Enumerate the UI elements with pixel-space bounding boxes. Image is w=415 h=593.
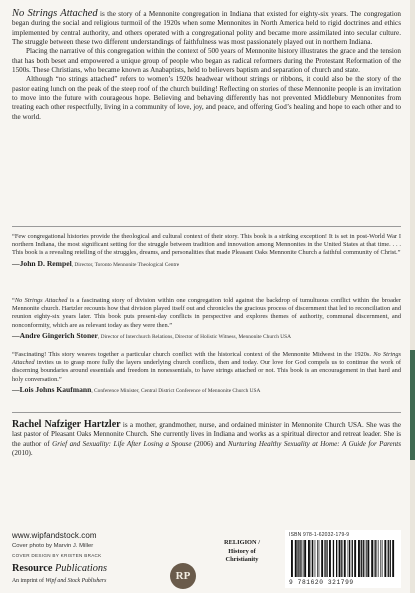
publisher-name-italic: Publications	[52, 563, 108, 574]
barcode-bar	[303, 540, 304, 577]
quote-mark: “	[12, 297, 15, 304]
endorser-name: —Andre Gingerich Stoner	[12, 330, 98, 340]
barcode-bar	[319, 540, 320, 577]
barcode-bar	[308, 540, 310, 577]
section-divider	[12, 226, 401, 227]
barcode-bar	[344, 540, 346, 577]
barcode-bar	[317, 540, 318, 577]
book-description	[12, 9, 401, 122]
description-paragraph-3: Although “no strings attached” refers to women’s 1920s headwear without strings or ribbons, it could also be the story of the pastor eating lunch on the peak of the steep roof of the church building! Reflecting on stories of these Mennonite people is an invitation to move into the future with courageous hope. Believing and behaving differently has not prevented Middlebury Mennonites from treating each other respectfully, living in a community of love, joy, and peace, and offering God’s healing and hope to each other and to the world.	[12, 75, 401, 121]
barcode-bar	[390, 540, 391, 577]
barcode-bar	[380, 540, 381, 577]
endorsement-quote	[12, 297, 401, 330]
endorser-affiliation: , Conference Minister, Central District Conference of Mennonite Church USA	[91, 387, 261, 394]
barcode-bar	[354, 540, 356, 577]
publisher-url[interactable]: www.wipfandstock.com	[12, 531, 97, 540]
barcode-graphic	[289, 540, 397, 578]
barcode-bar	[349, 540, 350, 577]
barcode-bar	[329, 540, 331, 577]
author-name: Rachel Nafziger Hartzler	[12, 419, 121, 430]
barcode-bar	[336, 540, 337, 577]
book-title-ref: Nurturing Healthy Sexuality at Home: A Guide for Parents	[228, 439, 401, 448]
description-paragraph-2: Placing the narrative of this congregation within the context of 500 years of Mennonite history illustrates the grace and the tension that has both beset and empowered a unique group of people who began as radical reformers during the Protestant Reformation of the 1500s. These Christians, who became known as Anabaptists, held to believers baptism and separation of church and state.	[12, 47, 401, 75]
barcode-bar	[321, 540, 323, 577]
barcode-bar	[291, 540, 293, 577]
barcode-bar	[312, 540, 313, 577]
barcode-bar	[367, 540, 369, 577]
barcode-bar	[388, 540, 389, 577]
barcode-bar	[324, 540, 325, 577]
imprint-line	[12, 578, 106, 584]
publisher-name-bold: Resource	[12, 563, 53, 574]
barcode-bar	[341, 540, 342, 577]
endorsement-attribution	[12, 332, 401, 341]
author-bio	[12, 420, 401, 458]
barcode-bar	[315, 540, 316, 577]
barcode-bar	[384, 540, 386, 577]
spine-edge	[410, 0, 415, 593]
barcode-area	[285, 530, 401, 588]
section-divider	[12, 412, 401, 413]
logo-text: RP	[175, 570, 191, 582]
barcode-bar	[333, 540, 334, 577]
endorsement-attribution	[12, 260, 401, 269]
quote-text: invites us to grasp more fully the layers underlying church conflicts, then and today. Our love for God compels us to continue the work of discerning boundaries around essentials and freedom in nonessentials, to have strings attached or not. This book is an encouragement in that hard and holy conversation.”	[12, 359, 401, 383]
endorser-name: —John D. Rempel	[12, 258, 72, 268]
description-text: is the story of a Mennonite congregation in Indiana that existed for eighty-six years. The congregation began during the social and religious turmoil of the 1920s when some Mennonites in North America held to rigid doctrines and ethics implemented by central authority, and others operated with a congregational polity and became more assimilated into secular culture. The struggle between these two different understandings of faithfulness was most passionately played out in northern Indiana.	[12, 10, 402, 47]
barcode-bar	[374, 540, 375, 577]
quote-text: is a fascinating story of division within one congregation told against the backdrop of tumultuous conflict within the broader Mennonite church. Hartzler recounts how that division played itself out and chronicles the gracious process of discernment that led to reconciliation and reunion eighty-six years later. This book puts present-day conflicts in perspective and explores themes of authority, communal discernment, and nonconformity, which are as relevant today as they were then.”	[12, 297, 401, 329]
spine-accent-band	[410, 350, 415, 460]
barcode-bar	[311, 540, 312, 577]
barcode-bar	[295, 540, 297, 577]
barcode-bar	[352, 540, 353, 577]
publisher-name	[12, 563, 107, 574]
barcode-bar	[348, 540, 349, 577]
imprint-prefix: An imprint of	[12, 578, 46, 584]
bio-text: (2006) and	[191, 439, 229, 448]
barcode-bar	[366, 540, 367, 577]
barcode-digits: 9 781620 321799	[289, 579, 354, 586]
barcode-bar	[361, 540, 362, 577]
endorsement-attribution	[12, 386, 401, 395]
barcode-bar	[301, 540, 302, 577]
isbn-label: ISBN 978-1-62032-179-9	[289, 532, 350, 538]
barcode-bar	[382, 540, 383, 577]
endorsement-3	[12, 351, 401, 395]
barcode-bar	[299, 540, 300, 577]
quote-text: “Fascinating! This story weaves together a particular church conflict with the historical context of the Mennonite Midwest in the 1920s.	[12, 351, 374, 358]
cover-design-credit: COVER DESIGN BY KRISTEN BRACK	[12, 553, 102, 558]
bio-text: is a mother, grandmother, nurse, and ordained minister in Mennonite Church USA. She was the last pastor of Pleasant Oaks Mennonite Church. She currently lives in Indiana and works as a spiritual director and retreat leader. She is the author of	[12, 421, 401, 448]
bio-text: (2010).	[12, 448, 33, 457]
book-category: RELIGION / History of Christianity	[223, 539, 261, 563]
barcode-bar	[375, 540, 376, 577]
endorser-affiliation: , Director, Toronto Mennonite Theological Centre	[71, 261, 180, 268]
book-title: No Strings Attached	[12, 8, 98, 19]
endorsement-quote: “Few congregational histories provide the theological and cultural context of their story. This book is a striking exception! It is set in post-World War I northern Indiana, the most significant setting for the struggle between tradition and innovation among Mennonites in the United States at that time. . . . This book is a revealing retelling of the struggles, dreams, and personalities that made Pleasant Oaks Mennonite Church a faithful community of Christ.”	[12, 233, 401, 257]
barcode-bar	[363, 540, 364, 577]
book-title-ref: No Strings Attached	[12, 351, 401, 367]
book-title-ref: Grief and Sexuality: Life After Losing a Spouse	[52, 439, 192, 448]
barcode-bar	[378, 540, 379, 577]
barcode-bar	[371, 540, 373, 577]
barcode-bar	[297, 540, 298, 577]
barcode-bar	[339, 540, 341, 577]
barcode-bar	[326, 540, 327, 577]
endorsement-1	[12, 233, 401, 269]
endorsement-2	[12, 297, 401, 341]
barcode-bar	[392, 540, 394, 577]
endorsement-quote	[12, 351, 401, 384]
barcode-bar	[365, 540, 366, 577]
description-paragraph-1	[12, 9, 401, 47]
barcode-bar	[304, 540, 306, 577]
publisher-logo	[170, 563, 196, 589]
cover-photo-credit: Cover photo by Marvin J. Miller	[12, 543, 94, 549]
endorser-affiliation: , Director of Interchurch Relations, Director of Holistic Witness, Mennonite Church USA	[97, 333, 292, 340]
barcode-bar	[358, 540, 360, 577]
book-title-ref: No Strings Attached	[14, 297, 68, 304]
imprint-publisher: Wipf and Stock Publishers	[45, 578, 107, 584]
endorser-name: —Lois Johns Kaufmann	[12, 384, 92, 394]
